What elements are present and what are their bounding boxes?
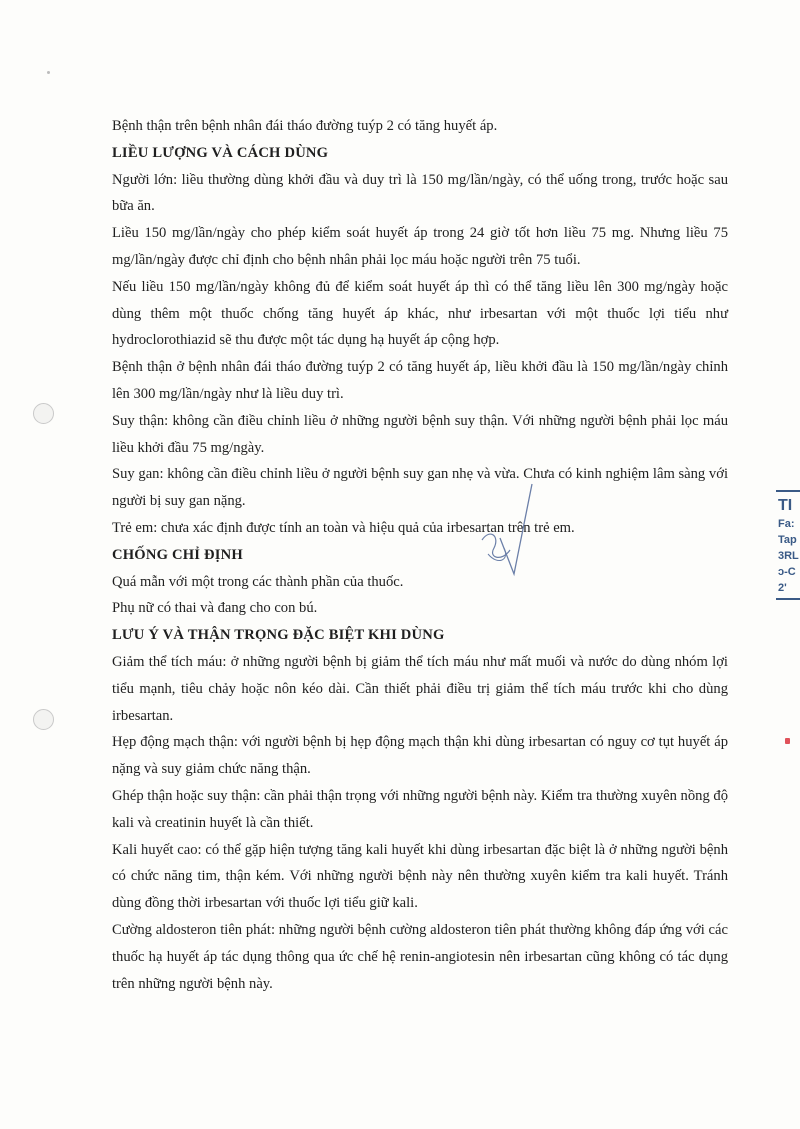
document-body — [112, 113, 728, 997]
stamp-rule — [776, 490, 800, 492]
stamp-text: 2' — [778, 582, 787, 594]
paragraph: Nếu liều 150 mg/lần/ngày không đủ để kiểm soát huyết áp thì có thể tăng liều lên 300 mg/ngày hoặc dùng thêm một thuốc chống tăng huyết áp khác, như irbesartan với một thuốc lợi tiểu như hydroclorothiazid sẽ thu được một tác dụng hạ huyết áp cộng hợp. — [112, 278, 728, 349]
section-heading-contraindications: CHỐNG CHỈ ĐỊNH — [112, 546, 243, 563]
paragraph: Ghép thận hoặc suy thận: cần phải thận trọng với những người bệnh này. Kiểm tra thường xuyên nồng độ kali và creatinin huyết là cần thiết. — [112, 787, 728, 831]
paragraph: Quá mẫn với một trong các thành phần của thuốc. — [112, 573, 404, 590]
section-heading-dosage: LIỀU LƯỢNG VÀ CÁCH DÙNG — [112, 144, 329, 161]
stamp-text: Fa: — [778, 518, 795, 530]
stamp-text: Tap — [778, 534, 797, 546]
paragraph: Giảm thể tích máu: ở những người bệnh bị giảm thể tích máu như mất muối và nước do dùng nhóm lợi tiểu mạnh, tiêu chảy hoặc nôn kéo dài. Cần thiết phải điều trị giảm thể tích máu trước khi cho dùng irbesartan. — [112, 653, 728, 724]
punch-hole-bottom — [33, 709, 54, 730]
paragraph: Trẻ em: chưa xác định được tính an toàn và hiệu quả của irbesartan trên trẻ em. — [112, 519, 575, 536]
paragraph: Suy thận: không cần điều chỉnh liều ở những người bệnh suy thận. Với những người bệnh phải lọc máu liều khởi đầu 75 mg/ngày. — [112, 412, 728, 456]
stamp-edge — [770, 488, 800, 608]
section-heading-precautions: LƯU Ý VÀ THẬN TRỌNG ĐẶC BIỆT KHI DÙNG — [112, 627, 445, 644]
handwritten-signature — [470, 478, 560, 588]
stamp-text: ɔ-C — [778, 566, 796, 578]
paragraph: Cường aldosteron tiên phát: những người bệnh cường aldosteron tiên phát thường không đáp ứng với các thuốc hạ huyết áp tác dụng thông qua ức chế hệ renin-angiotesin nên irbesartan cũng không có tác dụng trên những người bệnh này. — [112, 921, 728, 992]
red-ink-mark — [785, 738, 790, 744]
paragraph: Kali huyết cao: có thể gặp hiện tượng tăng kali huyết khi dùng irbesartan đặc biệt là ở những người bệnh có chức năng tim, thận kém. Với những người bệnh này nên thường xuyên kiểm tra kali huyết. Tránh dùng đồng thời irbesartan với thuốc lợi tiểu giữ kali. — [112, 841, 728, 912]
paragraph: Người lớn: liều thường dùng khởi đầu và duy trì là 150 mg/lần/ngày, có thể uống trong, trước hoặc sau bữa ăn. — [112, 171, 728, 215]
paragraph: Bệnh thận ở bệnh nhân đái tháo đường tuýp 2 có tăng huyết áp, liều khởi đầu là 150 mg/lần/ngày chỉnh lên 300 mg/lần/ngày như là liều duy trì. — [112, 359, 728, 402]
stamp-rule — [776, 598, 800, 600]
stamp-text: 3RL — [778, 550, 799, 562]
paragraph: Hẹp động mạch thận: với người bệnh bị hẹp động mạch thận khi dùng irbesartan có nguy cơ tụt huyết áp nặng và suy giảm chức năng thận. — [112, 734, 728, 778]
intro-paragraph: Bệnh thận trên bệnh nhân đái tháo đường tuýp 2 có tăng huyết áp. — [112, 118, 498, 134]
paragraph: Liều 150 mg/lần/ngày cho phép kiểm soát huyết áp trong 24 giờ tốt hơn liều 75 mg. Nhưng liều 75 mg/lần/ngày được chỉ định cho bệnh nhân phải lọc máu hoặc người trên 75 tuổi. — [112, 225, 728, 268]
scan-speck — [47, 71, 50, 74]
paragraph: Suy gan: không cần điều chỉnh liều ở người bệnh suy gan nhẹ và vừa. Chưa có kinh nghiệm lâm sàng với người bị suy gan nặng. — [112, 466, 728, 510]
stamp-text: TI — [778, 497, 793, 514]
paragraph: Phụ nữ có thai và đang cho con bú. — [112, 600, 318, 617]
punch-hole-top — [33, 403, 54, 424]
